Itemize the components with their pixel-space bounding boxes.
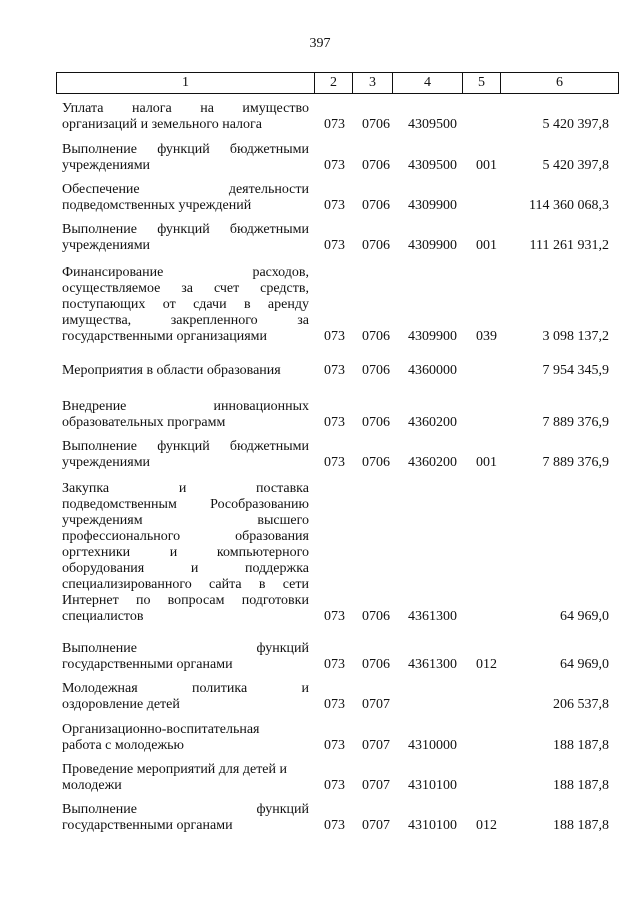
row-name-word: подведомственным [62,497,177,512]
row-name-word: поступающих [62,297,146,312]
header-col-4: 4 [393,73,463,94]
row-col-3: 0706 [362,238,390,253]
row-name-word: подготовки [241,593,309,608]
row-name-word: и [178,481,187,496]
row-col-3: 0706 [362,363,390,378]
row-col-2: 073 [324,363,345,378]
row-name-word: счет [213,281,240,296]
row-col-2: 073 [324,238,345,253]
row-name-word: и [169,545,178,560]
row-col-2: 073 [324,117,345,132]
row-name-line: Мероприятия в области образования [62,363,281,378]
row-name-word: политика [191,681,248,696]
row-col-2: 073 [324,158,345,173]
row-col-4: 4361300 [408,609,457,624]
row-col-2: 073 [324,818,345,833]
row-name [62,802,309,834]
row-name-word: Выполнение [62,802,137,817]
row-name-word: Выполнение [62,439,137,454]
row-col-3: 0707 [362,778,390,793]
row-name-line: организаций и земельного налога [62,117,262,132]
row-name-word: Финансирование [62,265,164,280]
row-name-word: образования [235,529,309,544]
row-name-line: подведомственных учреждений [62,198,252,213]
row-name-word: Внедрение [62,399,127,414]
row-name-line: государственными органами [62,818,233,833]
row-name-word: от [162,297,176,312]
row-col-6: 5 420 397,8 [542,117,609,132]
row-name-line: учреждениями [62,158,151,173]
row-name-word: в [243,297,251,312]
row-name-word: учреждениям [62,513,143,528]
row-name-word: и [301,681,309,696]
row-name-word: имущества, [62,313,132,328]
row-name-word: функций [256,802,309,817]
row-name-word: закрепленного [170,313,258,328]
row-name [62,439,309,471]
row-col-6: 111 261 931,2 [529,238,609,253]
row-name-word: инновационных [213,399,309,414]
row-col-4: 4310000 [408,738,457,753]
row-col-6: 7 889 376,9 [542,455,609,470]
row-name-line: оздоровление детей [62,697,180,712]
row-name-word: оборудования [62,561,145,576]
row-col-6: 114 360 068,3 [529,198,609,213]
row-name-line: государственными организациями [62,329,268,344]
row-name-word: осуществляемое [62,281,161,296]
row-col-4: 4309500 [408,117,457,132]
row-name-word: компьютерного [216,545,309,560]
row-col-3: 0706 [362,415,390,430]
row-col-4: 4360000 [408,363,457,378]
row-col-2: 073 [324,697,345,712]
row-name-word: функций [157,439,210,454]
row-col-6: 206 537,8 [553,697,609,712]
row-name-line: Организационно-воспитательная [62,722,260,737]
row-name-word: вопросам [167,593,225,608]
row-col-2: 073 [324,609,345,624]
row-col-6: 7 954 345,9 [542,363,609,378]
row-name-word: сети [282,577,309,592]
row-name [62,222,309,254]
row-name-line: государственными органами [62,657,233,672]
row-col-3: 0707 [362,818,390,833]
row-col-3: 0706 [362,117,390,132]
row-col-5: 001 [476,455,497,470]
row-name [62,481,309,625]
row-name-word: Рособразованию [210,497,309,512]
page-number: 397 [309,36,331,51]
row-name-word: Молодежная [62,681,138,696]
row-col-6: 188 187,8 [553,738,609,753]
row-name-word: на [200,101,214,116]
header-col-6: 6 [501,73,619,94]
row-col-6: 188 187,8 [553,778,609,793]
row-col-6: 7 889 376,9 [542,415,609,430]
row-name [62,182,309,214]
row-col-5: 001 [476,158,497,173]
row-name-word: бюджетными [229,439,309,454]
row-name-word: специализированного [62,577,192,592]
row-name-word: Выполнение [62,641,137,656]
row-col-5: 012 [476,818,497,833]
row-name-word: за [181,281,194,296]
row-name [62,762,309,794]
row-col-5: 039 [476,329,497,344]
header-col-5: 5 [463,73,501,94]
row-name [62,142,309,174]
row-col-4: 4309900 [408,238,457,253]
row-col-4: 4360200 [408,455,457,470]
row-name-word: Обеспечение [62,182,140,197]
row-name-word: Выполнение [62,222,137,237]
row-name-word: Интернет [62,593,119,608]
row-col-4: 4310100 [408,778,457,793]
row-name [62,101,309,133]
row-name-word: профессионального [62,529,181,544]
row-name-line: образовательных программ [62,415,226,430]
row-col-2: 073 [324,778,345,793]
row-col-4: 4309500 [408,158,457,173]
row-name-word: высшего [257,513,309,528]
row-col-2: 073 [324,198,345,213]
row-name [62,399,309,431]
row-name-word: в [258,577,266,592]
row-name [62,363,309,379]
row-name-word: функций [157,142,210,157]
row-col-6: 5 420 397,8 [542,158,609,173]
row-name [62,265,309,345]
row-col-4: 4361300 [408,657,457,672]
row-name-word: функций [157,222,210,237]
row-name [62,681,309,713]
row-col-6: 188 187,8 [553,818,609,833]
row-name-word: сдачи [193,297,227,312]
row-name-word: функций [256,641,309,656]
row-name-word: расходов, [252,265,309,280]
row-col-3: 0706 [362,609,390,624]
row-name-word: Закупка [62,481,110,496]
header-col-3: 3 [353,73,393,94]
row-name-word: Выполнение [62,142,137,157]
row-col-4: 4310100 [408,818,457,833]
row-name-line: работа с молодежью [62,738,184,753]
row-col-3: 0706 [362,329,390,344]
row-col-5: 012 [476,657,497,672]
row-name-line: Проведение мероприятий для детей и [62,762,288,777]
header-col-1: 1 [57,73,315,94]
row-name-word: деятельности [228,182,309,197]
row-name [62,722,309,754]
row-name-word: бюджетными [229,222,309,237]
row-col-2: 073 [324,657,345,672]
row-name-word: имущество [242,101,309,116]
row-name-word: по [135,593,151,608]
header-col-2: 2 [315,73,353,94]
row-col-4: 4309900 [408,198,457,213]
row-col-6: 64 969,0 [560,657,609,672]
row-col-3: 0706 [362,455,390,470]
row-name-word: за [297,313,309,328]
row-name-word: поддержка [244,561,309,576]
row-name-word: Уплата [62,101,104,116]
row-col-3: 0706 [362,657,390,672]
row-col-4: 4360200 [408,415,457,430]
row-col-3: 0706 [362,198,390,213]
row-col-2: 073 [324,329,345,344]
row-name-word: поставка [256,481,309,496]
row-name-line: молодежи [62,778,122,793]
row-name-line: учреждениями [62,238,151,253]
row-col-5: 001 [476,238,497,253]
row-name [62,641,309,673]
row-name-word: налога [131,101,172,116]
row-name-word: средств, [260,281,309,296]
row-name-line: специалистов [62,609,144,624]
row-name-word: оргтехники [62,545,131,560]
row-col-3: 0707 [362,697,390,712]
row-col-3: 0707 [362,738,390,753]
row-col-6: 64 969,0 [560,609,609,624]
row-name-word: бюджетными [229,142,309,157]
row-col-2: 073 [324,455,345,470]
row-name-word: сайта [209,577,242,592]
row-name-line: учреждениями [62,455,151,470]
row-name-word: и [190,561,199,576]
row-col-6: 3 098 137,2 [542,329,609,344]
row-name-word: аренду [267,297,309,312]
row-col-3: 0706 [362,158,390,173]
row-col-4: 4309900 [408,329,457,344]
row-col-2: 073 [324,738,345,753]
row-col-2: 073 [324,415,345,430]
